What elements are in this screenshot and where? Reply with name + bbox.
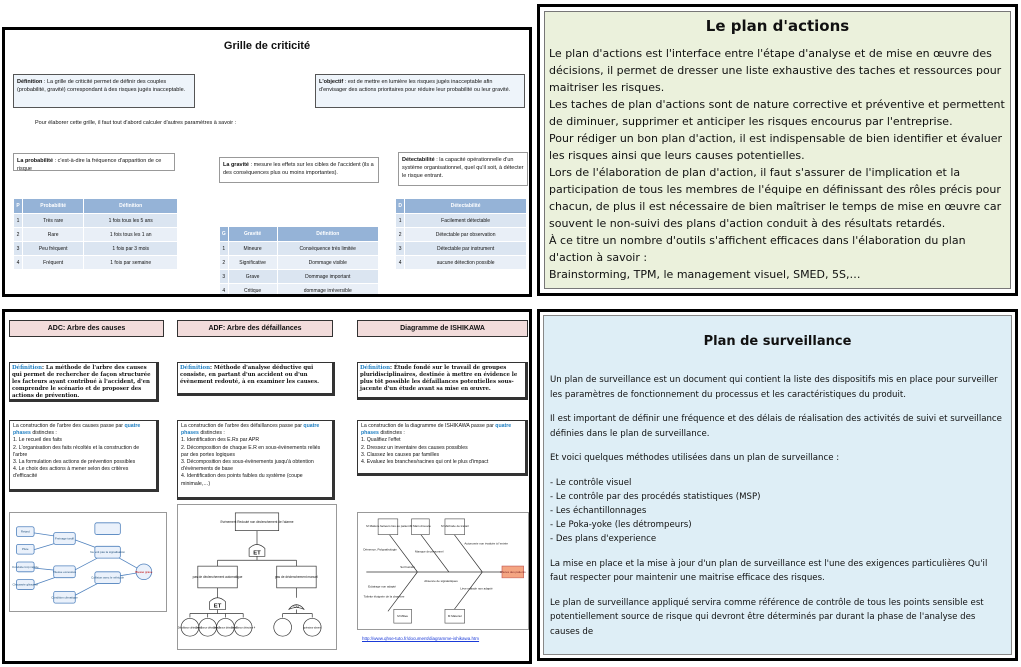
table-cell: 2 bbox=[14, 228, 23, 242]
fault-tree-diagram bbox=[177, 504, 337, 650]
table-header: Définition bbox=[277, 227, 378, 242]
action-plan-paragraph: Le plan d'actions est l'interface entre l'étape d'analyse et de mise en œuvre des décisions, il permet de dresser une liste exhaustive des taches et ressources pour maitriser les risques. bbox=[549, 47, 1002, 94]
diagram-label: M Main d'œuvre bbox=[409, 523, 431, 528]
table-header: Détectabilité bbox=[405, 199, 527, 214]
surveillance-methods-list bbox=[550, 476, 1005, 547]
definition-box bbox=[13, 74, 195, 108]
severity-label-box bbox=[219, 157, 379, 183]
table-cell: Fréquent bbox=[22, 256, 83, 270]
table-header: P bbox=[14, 199, 23, 214]
adf-steps bbox=[177, 420, 335, 500]
table-cell: Très rare bbox=[22, 214, 83, 228]
list-item: - Des plans d'experience bbox=[550, 534, 657, 545]
diagram-label: Sol humide bbox=[400, 565, 415, 570]
diagram-label: ET bbox=[253, 550, 261, 557]
definition-text: : La grille de criticité permet de définir des couples (probabilité, gravité) correspondant à des risques jugés inacceptable. bbox=[17, 79, 186, 93]
table-header: Probabilité bbox=[22, 199, 83, 214]
table-cell: 3 bbox=[396, 242, 405, 256]
surveillance-paragraph: Le plan de surveillance appliqué servira comme référence de contrôle de tous les points sensible est potentiellement source de risque qui devront être déterminés par durant la phase de l'analyse des causes de bbox=[550, 597, 984, 637]
detectability-label-box bbox=[398, 152, 528, 186]
action-plan-panel bbox=[537, 4, 1018, 296]
step-item: 1. Le recueil des faits bbox=[13, 437, 63, 444]
severity-label: La gravité bbox=[223, 162, 249, 168]
step-item: 1. Qualifiez l'effet bbox=[361, 437, 401, 444]
diagram-label: Défaillance détecteur 1 bbox=[177, 626, 203, 630]
adc-definition-text: : La méthode de l'arbre des causes qui permet de rechercher de façon structurée les facteurs ayant contribué à l'accident, d'en comprendre le scénario et de proposer des actions de prévention. bbox=[12, 365, 151, 399]
diagram-label: Freinage tardif bbox=[55, 536, 74, 541]
action-plan-paragraph: Pour rédiger un bon plan d'action, il est indispensable de bien identifier et évaluer les risques ainsi que leurs causes potentielles. bbox=[549, 132, 1003, 162]
diagram-label: Démence, Polypathologie bbox=[363, 547, 397, 552]
table-cell: Dommage important bbox=[277, 270, 378, 284]
table-cell: Grave bbox=[228, 270, 277, 284]
table-cell: Peu fréquent bbox=[22, 242, 83, 256]
list-item: - Le Poka-yoke (les détrompeurs) bbox=[550, 520, 692, 531]
steps-intro-end: distinctes : bbox=[30, 430, 57, 437]
probability-text: : c'est-à-dire la fréquence d'apparition de ce risque bbox=[17, 158, 162, 172]
detectability-table bbox=[395, 198, 527, 270]
action-plan-title: Le plan d'actions bbox=[705, 17, 850, 35]
diagram-label: Evénement Redouté non déclenchement de l'alarme bbox=[220, 519, 294, 524]
adc-definition bbox=[9, 362, 159, 402]
severity-text: : mesure les effets sur les cibles de l'accident (ils a des conséquences plus ou moins importantes). bbox=[223, 162, 374, 176]
surveillance-paragraph: Un plan de surveillance est un document qui contient la liste des dispositifs mis en place pour surveiller les paramètres de fonctionnement du processus et les caractéristiques du produit. bbox=[550, 375, 998, 400]
diagram-label: M Matériel bbox=[447, 614, 462, 619]
diagram-label: Eclairage non adapté bbox=[368, 584, 396, 589]
ishikawa-definition bbox=[357, 362, 528, 400]
diagram-label: Chaussée glissante bbox=[12, 582, 39, 587]
steps-intro-end: distinctes : bbox=[198, 430, 225, 437]
surveillance-plan-content bbox=[543, 315, 1012, 655]
severity-table bbox=[219, 226, 379, 297]
table-cell: 1 fois par 3 mois bbox=[84, 242, 178, 256]
diagram-label: Défaillance détecteur 2 bbox=[195, 626, 220, 630]
table-cell: 1 fois par semaine bbox=[84, 256, 178, 270]
step-item: 4. Evaluez les branches/racines qui ont le plus d'impact bbox=[361, 459, 489, 466]
adc-definition-label: Définition bbox=[12, 365, 43, 371]
step-item: 2. Décomposition de chaque E.R en sous-évènements reliés par des portes logiques bbox=[181, 444, 321, 458]
objective-box bbox=[315, 74, 525, 108]
table-cell: 2 bbox=[396, 228, 405, 242]
step-item: 2. Dressez un inventaire des causes possibles bbox=[361, 444, 468, 451]
steps-keyword: quatre phases bbox=[361, 423, 512, 437]
table-cell: 1 bbox=[396, 214, 405, 228]
diagram-label: Retard bbox=[20, 529, 30, 534]
step-item: 1. Identification des E.Rs par APR bbox=[181, 437, 260, 444]
diagram-label: Vitesse excessive bbox=[52, 569, 77, 574]
table-cell: 1 fois tous les 5 ans bbox=[84, 214, 178, 228]
diagram-label: Toilette éloignée de la chambre bbox=[363, 594, 405, 599]
steps-keyword: quatre phases bbox=[181, 423, 320, 437]
diagram-label: ET bbox=[213, 603, 222, 610]
analysis-tools-panel bbox=[2, 309, 532, 664]
objective-text: : est de mettre en lumière les risques jugés inacceptable afin d'envisager des actions prioritaires pour réduire leur probabilité ou leur gravité. bbox=[319, 79, 511, 93]
table-cell: 2 bbox=[220, 256, 229, 270]
diagram-label: Pluie bbox=[22, 547, 29, 552]
diagram-label: Conduite trop rapide bbox=[11, 564, 39, 569]
diagram-label: Manque de personnel bbox=[415, 549, 444, 554]
adf-definition-label: Définition bbox=[180, 365, 211, 371]
table-cell: 3 bbox=[14, 242, 23, 256]
adc-steps bbox=[9, 420, 159, 492]
detectability-label: Détectabilité bbox=[402, 157, 435, 163]
table-cell: Rare bbox=[22, 228, 83, 242]
table-cell: 4 bbox=[396, 256, 405, 270]
detectability-text: : la capacité opérationnelle d'un système organisationnel, quel qu'il soit, à détecter le risque entrant. bbox=[402, 157, 524, 179]
table-cell: Mineure bbox=[228, 242, 277, 256]
table-cell: 1 bbox=[220, 242, 229, 256]
action-plan-paragraph: Lors de l'élaboration de plan d'action, il faut s'assurer de l'implication et la participation de tous les membres de l'équipe en définissant des rôles précis pour chacun, de plus il est nécessaire de bien maîtriser le temps de mise en œuvre car souvent le non-suivi des plans d'action conduit à des résultats retardés. bbox=[549, 166, 1002, 230]
grid-intro: Pour élaborer cette grille, il faut tout d'abord calculer d'autres paramètres à savoir : bbox=[35, 120, 237, 126]
table-header: G bbox=[220, 227, 229, 242]
probability-table bbox=[13, 198, 178, 270]
step-item: 3. La formulation des actions de prévention possibles bbox=[13, 459, 136, 466]
diagram-label: Ne voit pas la signalisation bbox=[90, 550, 125, 555]
surveillance-plan-panel bbox=[537, 309, 1018, 661]
table-cell: Facilement détectable bbox=[405, 214, 527, 228]
steps-intro-end: distinctes : bbox=[378, 430, 405, 437]
diagram-label: Autonomie non évaluée à l'entrée bbox=[464, 541, 509, 546]
surveillance-paragraph: La mise en place et la mise à jour d'un plan de surveillance est l'une des exigences particulières Qu'il faut respecter pour maintenir une maitrise efficace des risques. bbox=[550, 558, 988, 584]
criticality-grid-title: Grille de criticité bbox=[223, 40, 311, 52]
step-item: 4. Le choix des actions à mener selon des critères d'efficacité bbox=[13, 466, 129, 480]
table-cell: 4 bbox=[14, 256, 23, 270]
table-header: D bbox=[396, 199, 405, 214]
table-cell: Critique bbox=[228, 284, 277, 298]
step-item: 3. Décomposition des sous-évènements jusqu'à obtention d'évènements de base bbox=[181, 459, 314, 473]
steps-intro: La construction de l'arbre des causes passe par bbox=[13, 423, 123, 429]
diagram-label: OU bbox=[293, 603, 300, 609]
adc-title: ADC: Arbre des causes bbox=[9, 320, 164, 337]
table-cell: Dommage visible bbox=[277, 256, 378, 270]
table-cell: aucune détection possible bbox=[405, 256, 527, 270]
cause-tree-diagram bbox=[9, 512, 167, 612]
adf-definition bbox=[177, 362, 335, 396]
table-cell: 1 fois tous les 1 an bbox=[84, 228, 178, 242]
diagram-label: Défaillance détecteur 3 bbox=[213, 626, 238, 630]
criticality-grid-panel bbox=[2, 27, 532, 297]
ishikawa-definition-text: : Étude fondé sur le travail de groupes pluridisciplinaires, destinée à mettre en évidence le plus tôt possible les défaillances potentielles sous-jacente d'un étude avant sa mise en œuvre. bbox=[360, 365, 518, 392]
diagram-label: M Milieu bbox=[397, 614, 409, 619]
steps-keyword: quatre phases bbox=[13, 423, 141, 437]
diagram-label: Blessé grave bbox=[135, 569, 153, 574]
probability-label: La probabilité bbox=[17, 158, 54, 164]
step-item: 2. L'organisation des faits récoltés et la construction de l'arbre bbox=[13, 444, 140, 458]
action-plan-content bbox=[544, 11, 1011, 289]
steps-intro: La construction de l'arbre des défaillances passe par bbox=[181, 423, 302, 429]
table-cell: Conséquence très limitée bbox=[277, 242, 378, 256]
adf-title: ADF: Arbre des défaillances bbox=[177, 320, 333, 337]
surveillance-paragraph: Il est important de définir une fréquence et des délais de réalisation des activités de suivi et surveillance définies dans le plan de surveillance. bbox=[550, 414, 1002, 439]
diagram-label: Lève malade non adapté bbox=[460, 586, 493, 591]
table-cell: 1 bbox=[14, 214, 23, 228]
steps-intro: La construction de la diagramme de ISHIKAWA passe par bbox=[361, 423, 494, 429]
action-plan-paragraph: Les taches de plan d'actions sont de nature corrective et préventive et permettent de diminuer, supprimer et anticiper les risques encourus par l'entreprise. bbox=[549, 98, 1005, 128]
ishikawa-definition-label: Définition bbox=[360, 365, 391, 371]
diagram-label: Défaillance détecteur 4 bbox=[231, 626, 256, 630]
table-cell: 4 bbox=[220, 284, 229, 298]
ishikawa-steps bbox=[357, 420, 528, 476]
diagram-label: pas de déclenchement automatique bbox=[192, 574, 243, 579]
diagram-label: Absence de signalétiques bbox=[424, 578, 458, 583]
ishikawa-title: Diagramme de ISHIKAWA bbox=[357, 320, 528, 337]
step-item: 4. Identification des points faibles du système (coupe minimale,…) bbox=[181, 473, 303, 487]
diagram-label: M Matière facteurs liés au patient bbox=[366, 523, 410, 528]
surveillance-paragraph: Et voici quelques méthodes utilisées dans un plan de surveillance : bbox=[550, 453, 840, 463]
table-header: Définition bbox=[84, 199, 178, 214]
list-item: - Les échantillonnages bbox=[550, 505, 647, 516]
diagram-label: M Méthode de travail bbox=[441, 523, 469, 528]
ishikawa-source-link[interactable]: http://www.qhse-tuto.fr/document/diagramme-ishikawa.htm bbox=[362, 636, 480, 641]
list-item: - Le contrôle visuel bbox=[550, 477, 632, 488]
diagram-label: Collision avec le véhicule bbox=[91, 575, 125, 580]
ishikawa-diagram bbox=[357, 512, 529, 630]
diagram-label: opérateur absent bbox=[303, 626, 322, 630]
list-item: - Le contrôle par des procédés statistiques (MSP) bbox=[550, 491, 761, 502]
step-item: 3. Classez les causes par familles bbox=[361, 451, 440, 458]
definition-label: Définition bbox=[17, 79, 43, 85]
table-cell: Détectable par instrument bbox=[405, 242, 527, 256]
table-cell: Détectable par observation bbox=[405, 228, 527, 242]
table-cell: Significative bbox=[228, 256, 277, 270]
action-plan-paragraph: À ce titre un nombre d'outils s'affichent efficaces dans l'élaboration du plan d'action à savoir : bbox=[549, 234, 966, 264]
action-plan-tools: Brainstorming, TPM, le management visuel, SMED, 5S,… bbox=[549, 268, 861, 281]
objective-label: L'objectif bbox=[319, 79, 344, 85]
diagram-label: pas de déclenchement manuel bbox=[275, 574, 318, 579]
adf-definition-text: : Méthode d'analyse déductive qui consiste, en partant d'un accident ou d'un évènement redouté, à en examiner les causes. bbox=[180, 365, 319, 385]
table-header: Gravité bbox=[228, 227, 277, 242]
table-cell: 3 bbox=[220, 270, 229, 284]
surveillance-plan-title: Plan de surveillance bbox=[703, 334, 852, 349]
diagram-label: Chutes des patients bbox=[499, 569, 526, 574]
diagram-label: Condition climatique bbox=[51, 595, 78, 600]
table-cell: dommage irréversible bbox=[277, 284, 378, 298]
probability-label-box bbox=[13, 153, 175, 171]
